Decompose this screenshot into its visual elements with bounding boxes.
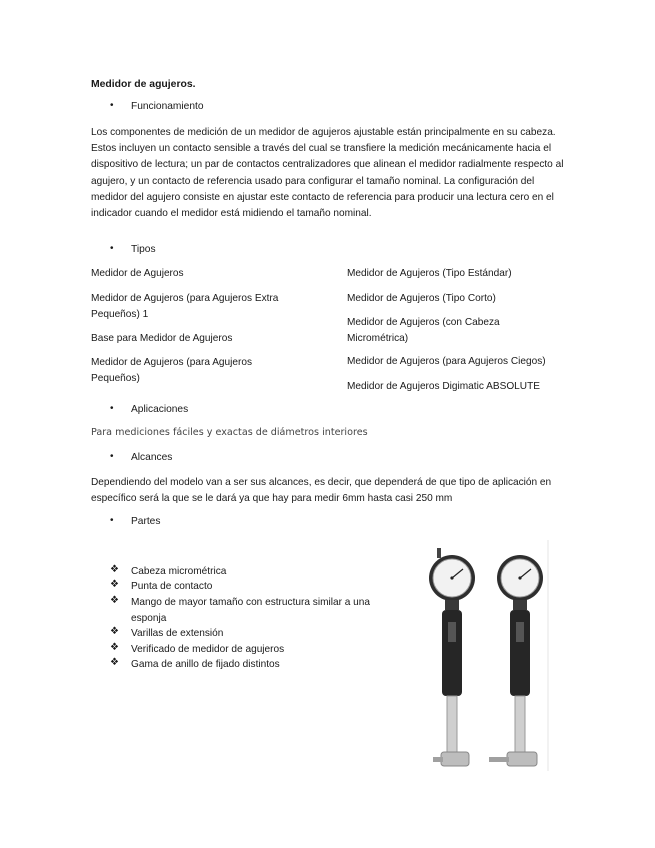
tipo-item: Medidor de Agujeros Digimatic ABSOLUTE [347, 381, 540, 392]
diamond-bullet-icon: ❖ [110, 595, 119, 606]
section-heading-tipos: Tipos [131, 244, 156, 255]
bullet-icon: • [110, 403, 114, 414]
diamond-bullet-icon: ❖ [110, 579, 119, 590]
tipo-item: Medidor de Agujeros (para Agujeros Ciegos) [347, 356, 546, 367]
parte-item: Mango de mayor tamaño con estructura similar a una esponja [131, 597, 371, 624]
parte-item: Verificado de medidor de agujeros [131, 644, 285, 655]
bullet-icon: • [110, 451, 114, 462]
parte-item: Cabeza micrométrica [131, 566, 227, 577]
tipo-item: Base para Medidor de Agujeros [91, 333, 233, 344]
bullet-icon: • [110, 243, 114, 254]
parte-item: Gama de anillo de fijado distintos [131, 659, 280, 670]
diamond-bullet-icon: ❖ [110, 642, 119, 653]
bullet-icon: • [110, 100, 114, 111]
bore-gauge-photo [419, 538, 551, 773]
tipo-item: Medidor de Agujeros (Tipo Estándar) [347, 268, 512, 279]
funcionamiento-paragraph: Los componentes de medición de un medidor de agujeros ajustable están principalmente en su cabeza. Estos incluyen un contacto sensible a través del cual se transfiere la medición mecánicamente hacia el dispositivo de lectura; un par de contactos centralizadores que alinean el medidor radialmente respecto al agujero, y un contacto de referencia usado para configurar el tamaño nominal. La configuración del medidor del agujero consiste en ajustar este contacto de referencia para producir una lectura cero en el indicador cuando el medidor está midiendo el tamaño nominal. [91, 127, 564, 220]
tipo-item: Medidor de Agujeros (con Cabeza Micrométrica) [347, 317, 500, 344]
tipo-item: Medidor de Agujeros [91, 268, 184, 279]
parte-item: Punta de contacto [131, 581, 213, 592]
diamond-bullet-icon: ❖ [110, 564, 119, 575]
alcances-paragraph: Dependiendo del modelo van a ser sus alcances, es decir, que dependerá de que tipo de aplicación en específico será la que se le dará ya que hay para medir 6mm hasta casi 250 mm [91, 477, 552, 505]
section-heading-funcionamiento: Funcionamiento [131, 101, 204, 112]
section-heading-alcances: Alcances [131, 452, 173, 463]
tipo-item: Medidor de Agujeros (para Agujeros Extra Pequeños) 1 [91, 293, 279, 320]
tipo-item: Medidor de Agujeros (Tipo Corto) [347, 293, 496, 304]
section-heading-aplicaciones: Aplicaciones [131, 404, 189, 415]
diamond-bullet-icon: ❖ [110, 626, 119, 637]
section-heading-partes: Partes [131, 516, 161, 527]
aplicaciones-text: Para mediciones fáciles y exactas de diámetros interiores [91, 427, 368, 438]
diamond-bullet-icon: ❖ [110, 657, 119, 668]
tipo-item: Medidor de Agujeros (para Agujeros Pequeños) [91, 357, 253, 384]
page-title: Medidor de agujeros. [91, 79, 196, 90]
parte-item: Varillas de extensión [131, 628, 224, 639]
bullet-icon: • [110, 515, 114, 526]
